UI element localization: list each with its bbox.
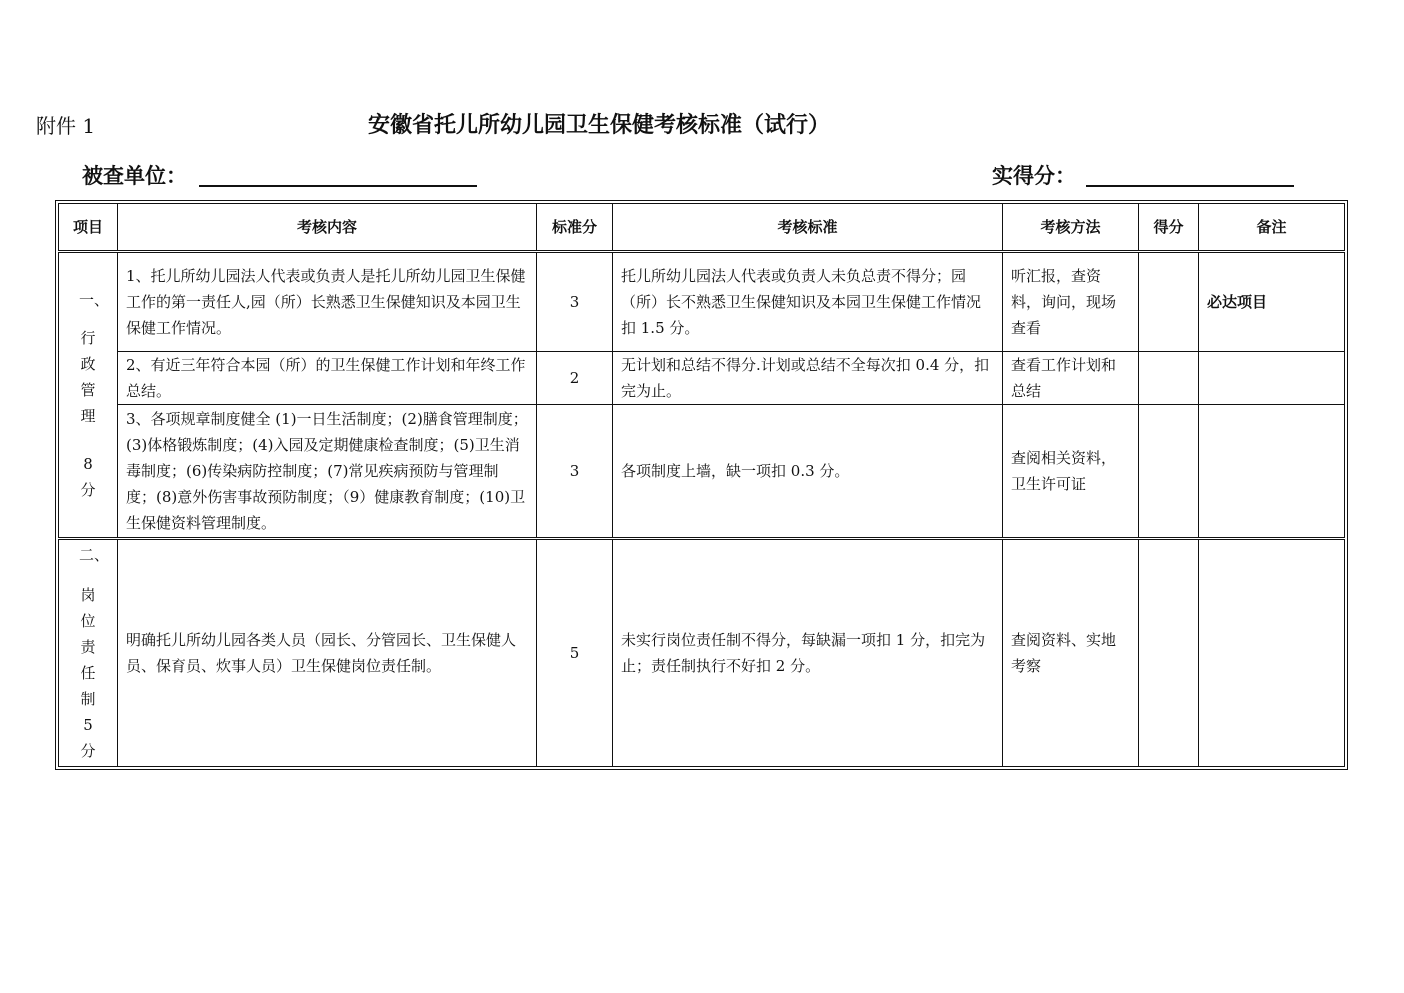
method-cell: 查阅相关资料，卫生许可证: [1003, 405, 1139, 539]
score-cell[interactable]: [1139, 252, 1199, 352]
content-cell: 1、托儿所幼儿园法人代表或负责人是托儿所幼儿园卫生保健工作的第一责任人,园（所）长熟悉卫生保健知识及本园卫生保健工作情况。: [118, 252, 537, 352]
column-header-method: 考核方法: [1003, 204, 1139, 252]
actual-score-label: 实得分：: [992, 163, 1076, 188]
score-cell[interactable]: [1139, 352, 1199, 405]
points-cell: 3: [537, 405, 613, 539]
content-cell: 3、各项规章制度健全 (1)一日生活制度；(2)膳食管理制度；(3)体格锻炼制度；(4)入园及定期健康检查制度；(5)卫生消毒制度；(6)传染病防控制度；(7)常见疾病预防与管理制度；(8)意外伤害事故预防制度；（9）健康教育制度；(10)卫生保健资料管理制度。: [118, 405, 537, 539]
column-header-standard-points: 标准分: [537, 204, 613, 252]
table-row: [59, 352, 1345, 405]
section-name: 岗 位 责 任 制: [80, 586, 96, 708]
content-cell: 2、有近三年符合本园（所）的卫生保健工作计划和年终工作总结。: [118, 352, 537, 405]
column-header-note: 备注: [1199, 204, 1345, 252]
section-total-score: 5 分: [80, 716, 96, 760]
column-header-item: 项目: [59, 204, 118, 252]
section-label-administration: [59, 252, 118, 539]
section-number: 二、: [78, 546, 109, 564]
section-name: 行 政 管 理: [80, 329, 96, 425]
inspected-unit-line[interactable]: [199, 185, 477, 187]
section-total-score: 8 分: [80, 455, 96, 499]
points-cell: 3: [537, 252, 613, 352]
actual-score-line[interactable]: [1086, 185, 1294, 187]
section-post-responsibility: [59, 539, 1345, 767]
points-cell: 5: [537, 539, 613, 767]
note-cell: [1199, 405, 1345, 539]
annex-label: 附件 1: [36, 114, 96, 138]
points-cell: 2: [537, 352, 613, 405]
section-number: 一、: [78, 291, 109, 309]
table-row: [59, 252, 1345, 352]
column-header-score: 得分: [1139, 204, 1199, 252]
note-cell: 必达项目: [1199, 252, 1345, 352]
criteria-cell: 托儿所幼儿园法人代表或负责人未负总责不得分；园（所）长不熟悉卫生保健知识及本园卫生保健工作情况扣 1.5 分。: [613, 252, 1003, 352]
criteria-cell: 未实行岗位责任制不得分，每缺漏一项扣 1 分，扣完为止；责任制执行不好扣 2 分。: [613, 539, 1003, 767]
content-cell: 明确托儿所幼儿园各类人员（园长、分管园长、卫生保健人员、保育员、炊事人员）卫生保健岗位责任制。: [118, 539, 537, 767]
table-row: [59, 539, 1345, 767]
assessment-table-frame: [55, 200, 1348, 770]
score-cell[interactable]: [1139, 539, 1199, 767]
column-header-content: 考核内容: [118, 204, 537, 252]
note-cell: [1199, 352, 1345, 405]
note-cell: [1199, 539, 1345, 767]
section-label-post-responsibility: [59, 539, 118, 767]
assessment-table: [58, 203, 1345, 767]
section-administration: [59, 252, 1345, 539]
table-header-row: [59, 204, 1345, 252]
criteria-cell: 各项制度上墙，缺一项扣 0.3 分。: [613, 405, 1003, 539]
method-cell: 听汇报，查资料，询问，现场查看: [1003, 252, 1139, 352]
criteria-cell: 无计划和总结不得分.计划或总结不全每次扣 0.4 分，扣完为止。: [613, 352, 1003, 405]
table-row: [59, 405, 1345, 539]
inspected-unit-label: 被查单位：: [82, 163, 187, 188]
method-cell: 查看工作计划和总结: [1003, 352, 1139, 405]
column-header-criteria: 考核标准: [613, 204, 1003, 252]
document-title: 安徽省托儿所幼儿园卫生保健考核标准（试行）: [368, 112, 831, 138]
score-cell[interactable]: [1139, 405, 1199, 539]
method-cell: 查阅资料、实地考察: [1003, 539, 1139, 767]
